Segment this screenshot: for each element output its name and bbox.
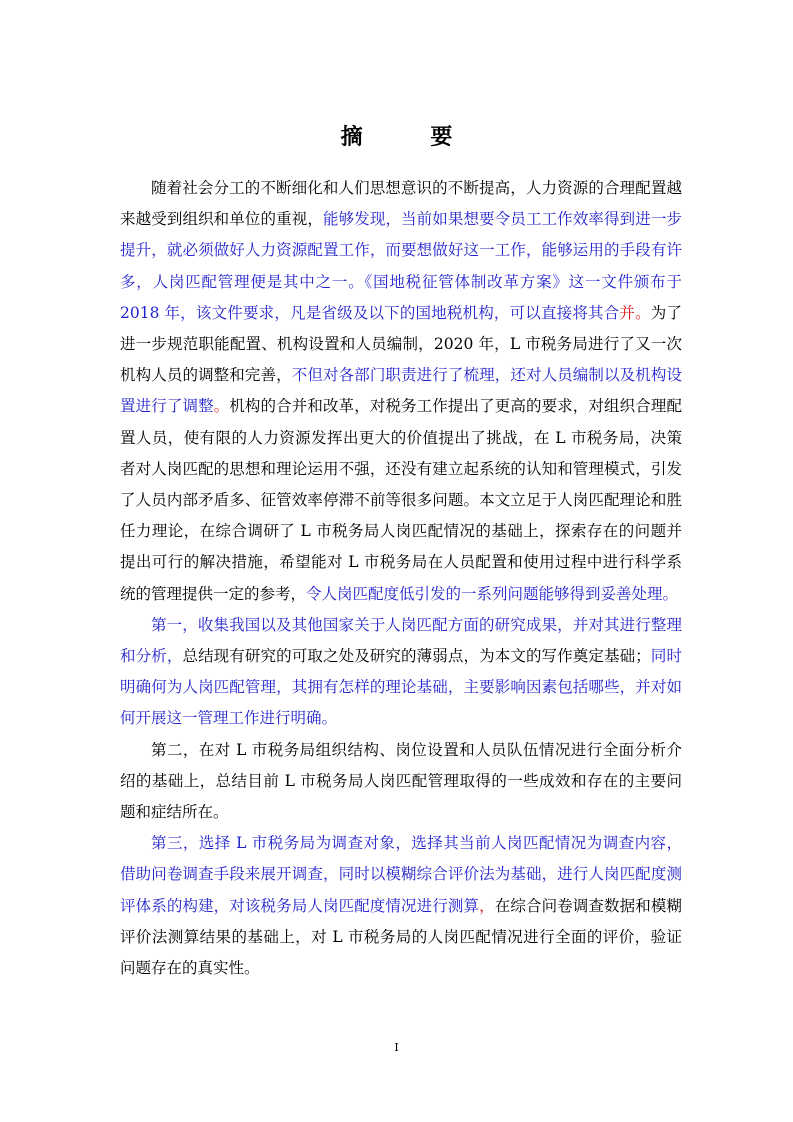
- text-run: 令人岗匹配度低引发的一系列问题能够得到妥善处理。: [306, 584, 679, 603]
- text-run: 并。: [619, 303, 651, 322]
- text-run: 同时明确何为人岗匹配管理，其拥有怎样的理论基础，主要影响因素包括哪些，并对如何开展这一管理工作进行明确。: [120, 647, 682, 728]
- abstract-title: 摘 要: [340, 124, 483, 150]
- paragraph-first: [120, 610, 682, 735]
- text-run: 总结现有研究的可取之处及研究的薄弱点，为本文的写作奠定基础；: [182, 647, 651, 666]
- page-number: I: [394, 1041, 399, 1054]
- text-run: 为了进一步规范职能配置、机构设置和人员编制，2020 年，L 市税务局进行了又一次机构人员的调整和完善，: [120, 303, 682, 385]
- text-run: 第一，收集我国以及其他国家关于人岗匹配方面的研究成果，并对其进行整理和分析，: [120, 615, 682, 666]
- paragraph-second: [120, 735, 682, 829]
- text-run: ，: [479, 896, 495, 915]
- abstract-body: [120, 173, 682, 984]
- text-run: 第二，在对 L 市税务局组织结构、岗位设置和人员队伍情况进行全面分析介绍的基础上，总结目前 L 市税务局人岗匹配管理取得的一些成效和存在的主要问题和症结所在。: [120, 740, 682, 822]
- text-run: 机构的合并和改革，对税务工作提出了更高的要求，对组织合理配置人员，使有限的人力资源发挥出更大的价值提出了挑战，在 L 市税务局，决策者对人岗匹配的思想和理论运用不强，还没有建立起系统的认知和管理模式，引发了人员内部矛盾多、征管效率停滞不前等很多问题。本文立足于人岗匹配理论和胜任力理论，在综合调研了 L 市税务局人岗匹配情况的基础上，探索存在的问题并提出可行的解决措施，希望能对 L 市税务局在人员配置和使用过程中进行科学系统的管理提供一定的参考，: [120, 397, 682, 603]
- text-run: 。: [213, 397, 230, 416]
- text-run: 能够发现，当前如果想要令员工工作效率得到进一步提升，就必须做好人力资源配置工作，而要想做好这一工作，能够运用的手段有许多，人岗匹配管理便是其中之一。《国地税征管体制改革方案》这一文件颁布于 2018 年，该文件要求，凡是省级及以下的国地税机构，可以直接将其合: [120, 210, 682, 322]
- paragraph-third: [120, 828, 682, 984]
- text-run: 不但对各部门职责进行了梳理，还对人员编制以及机构设置进行了调整: [120, 366, 682, 416]
- text-run: 在综合问卷调查数据和模糊评价法测算结果的基础上，对 L 市税务局的人岗匹配情况进行全面的评价，验证问题存在的真实性。: [120, 896, 682, 978]
- text-run: 第三，选择 L 市税务局为调查对象，选择其当前人岗匹配情况为调查内容，借助问卷调查手段来展开调查，同时以模糊综合评价法为基础，进行人岗匹配度测评体系的构建，对该税务局人岗匹配度情况进行测算: [120, 834, 682, 915]
- paragraph-intro: [120, 173, 682, 610]
- text-run: 随着社会分工的不断细化和人们思想意识的不断提高，人力资源的合理配置越来越受到组织和单位的重视，: [120, 179, 682, 229]
